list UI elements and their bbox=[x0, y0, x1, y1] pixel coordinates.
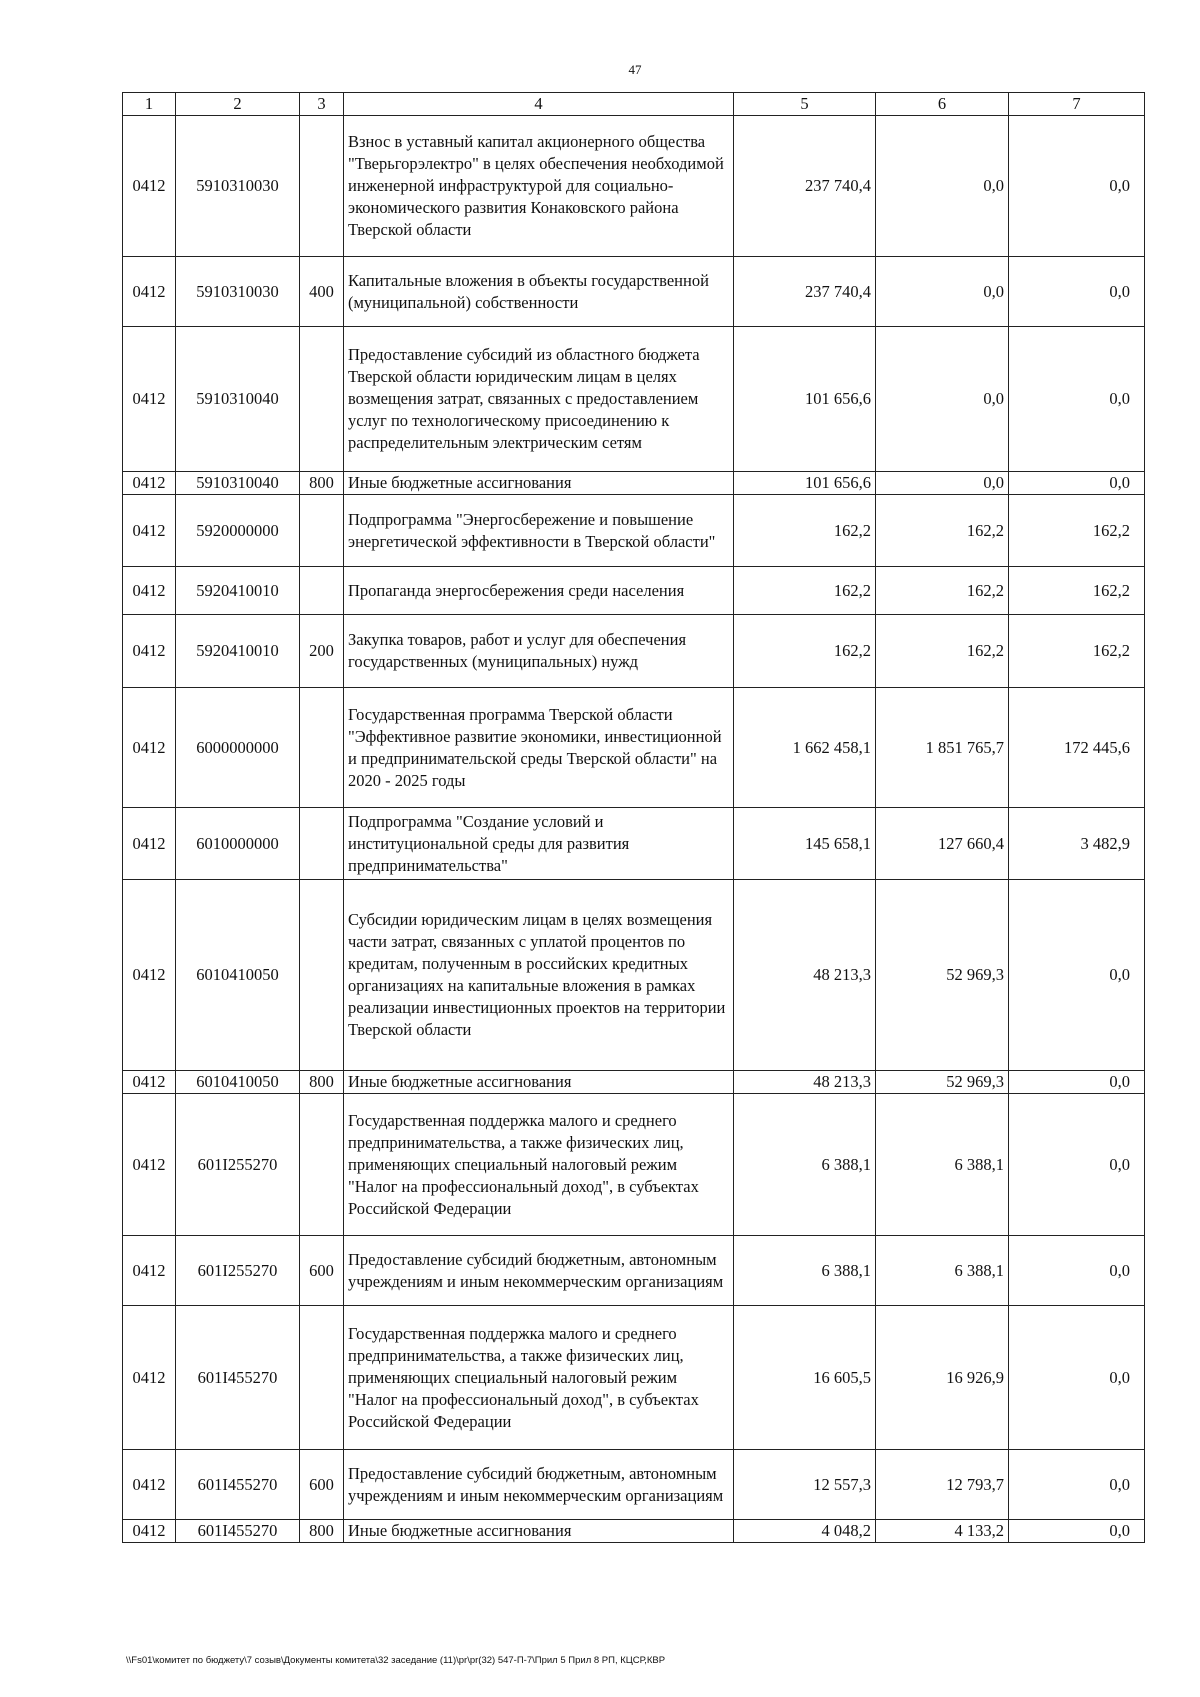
expense-type-code bbox=[300, 327, 344, 472]
expense-type-code bbox=[300, 567, 344, 615]
target-article-code: 5920000000 bbox=[176, 495, 300, 567]
item-name: Предоставление субсидий из областного бюджета Тверской области юридическим лицам в целях возмещения затрат, связанных с предоставлением услуг по технологическому присоединению к распределительным электрическим сетям bbox=[344, 327, 734, 472]
item-name: Подпрограмма "Энергосбережение и повышение энергетической эффективности в Тверской области" bbox=[344, 495, 734, 567]
header-col-3: 3 bbox=[300, 93, 344, 116]
amount-col7: 0,0 bbox=[1009, 257, 1145, 327]
amount-col6: 12 793,7 bbox=[876, 1450, 1009, 1520]
section-code: 0412 bbox=[123, 257, 176, 327]
amount-col6: 4 133,2 bbox=[876, 1520, 1009, 1543]
amount-col6: 0,0 bbox=[876, 327, 1009, 472]
amount-col5: 162,2 bbox=[734, 615, 876, 688]
target-article-code: 6010000000 bbox=[176, 808, 300, 880]
expense-type-code: 800 bbox=[300, 472, 344, 495]
table-row bbox=[123, 1236, 1145, 1306]
table-row bbox=[123, 615, 1145, 688]
section-code: 0412 bbox=[123, 880, 176, 1071]
target-article-code: 601I455270 bbox=[176, 1306, 300, 1450]
target-article-code: 6010410050 bbox=[176, 880, 300, 1071]
amount-col7: 3 482,9 bbox=[1009, 808, 1145, 880]
target-article-code: 601I455270 bbox=[176, 1450, 300, 1520]
table-row bbox=[123, 808, 1145, 880]
section-code: 0412 bbox=[123, 1071, 176, 1094]
expense-type-code bbox=[300, 1306, 344, 1450]
item-name: Иные бюджетные ассигнования bbox=[344, 472, 734, 495]
amount-col5: 101 656,6 bbox=[734, 327, 876, 472]
amount-col6: 0,0 bbox=[876, 472, 1009, 495]
item-name: Закупка товаров, работ и услуг для обеспечения государственных (муниципальных) нужд bbox=[344, 615, 734, 688]
amount-col6: 52 969,3 bbox=[876, 1071, 1009, 1094]
amount-col5: 237 740,4 bbox=[734, 257, 876, 327]
amount-col6: 16 926,9 bbox=[876, 1306, 1009, 1450]
amount-col6: 0,0 bbox=[876, 116, 1009, 257]
section-code: 0412 bbox=[123, 1520, 176, 1543]
item-name: Капитальные вложения в объекты государственной (муниципальной) собственности bbox=[344, 257, 734, 327]
item-name: Предоставление субсидий бюджетным, автономным учреждениям и иным некоммерческим организациям bbox=[344, 1236, 734, 1306]
budget-table bbox=[122, 92, 1145, 1543]
section-code: 0412 bbox=[123, 1306, 176, 1450]
item-name: Иные бюджетные ассигнования bbox=[344, 1520, 734, 1543]
section-code: 0412 bbox=[123, 688, 176, 808]
item-name: Иные бюджетные ассигнования bbox=[344, 1071, 734, 1094]
amount-col5: 162,2 bbox=[734, 495, 876, 567]
amount-col5: 1 662 458,1 bbox=[734, 688, 876, 808]
item-name: Подпрограмма "Создание условий и институциональной среды для развития предпринимательства" bbox=[344, 808, 734, 880]
amount-col7: 0,0 bbox=[1009, 1450, 1145, 1520]
amount-col7: 162,2 bbox=[1009, 615, 1145, 688]
header-col-2: 2 bbox=[176, 93, 300, 116]
footer-file-path: \\Fs01\комитет по бюджету\7 созыв\Документы комитета\32 заседание (11)\pr\pr(32) 547-П-7\Прил 5 Прил 8 РП, КЦСР,КВР bbox=[126, 1655, 666, 1666]
amount-col5: 162,2 bbox=[734, 567, 876, 615]
amount-col6: 127 660,4 bbox=[876, 808, 1009, 880]
header-col-7: 7 bbox=[1009, 93, 1145, 116]
amount-col7: 0,0 bbox=[1009, 1071, 1145, 1094]
amount-col5: 12 557,3 bbox=[734, 1450, 876, 1520]
item-name: Государственная поддержка малого и среднего предпринимательства, а также физических лиц, применяющих специальный налоговый режим "Налог на профессиональный доход", в субъектах Российской Федерации bbox=[344, 1094, 734, 1236]
target-article-code: 601I255270 bbox=[176, 1236, 300, 1306]
target-article-code: 5910310030 bbox=[176, 116, 300, 257]
expense-type-code bbox=[300, 808, 344, 880]
amount-col7: 0,0 bbox=[1009, 880, 1145, 1071]
item-name: Предоставление субсидий бюджетным, автономным учреждениям и иным некоммерческим организациям bbox=[344, 1450, 734, 1520]
amount-col7: 0,0 bbox=[1009, 1236, 1145, 1306]
table-row bbox=[123, 116, 1145, 257]
target-article-code: 5910310040 bbox=[176, 327, 300, 472]
table-row bbox=[123, 1450, 1145, 1520]
amount-col5: 4 048,2 bbox=[734, 1520, 876, 1543]
table-row bbox=[123, 567, 1145, 615]
section-code: 0412 bbox=[123, 327, 176, 472]
expense-type-code bbox=[300, 688, 344, 808]
target-article-code: 5920410010 bbox=[176, 567, 300, 615]
item-name: Государственная программа Тверской области "Эффективное развитие экономики, инвестиционной и предпринимательской среды Тверской области" на 2020 - 2025 годы bbox=[344, 688, 734, 808]
expense-type-code bbox=[300, 116, 344, 257]
item-name: Субсидии юридическим лицам в целях возмещения части затрат, связанных с уплатой процентов по кредитам, полученным в российских кредитных организациях на капитальные вложения в рамках реализации инвестиционных проектов на территории Тверской области bbox=[344, 880, 734, 1071]
amount-col5: 16 605,5 bbox=[734, 1306, 876, 1450]
table-row bbox=[123, 327, 1145, 472]
target-article-code: 601I455270 bbox=[176, 1520, 300, 1543]
expense-type-code bbox=[300, 1094, 344, 1236]
expense-type-code bbox=[300, 495, 344, 567]
expense-type-code: 600 bbox=[300, 1450, 344, 1520]
section-code: 0412 bbox=[123, 1450, 176, 1520]
section-code: 0412 bbox=[123, 615, 176, 688]
header-col-4: 4 bbox=[344, 93, 734, 116]
expense-type-code: 800 bbox=[300, 1520, 344, 1543]
section-code: 0412 bbox=[123, 1094, 176, 1236]
section-code: 0412 bbox=[123, 116, 176, 257]
amount-col7: 0,0 bbox=[1009, 1094, 1145, 1236]
table-row bbox=[123, 1094, 1145, 1236]
amount-col6: 52 969,3 bbox=[876, 880, 1009, 1071]
amount-col5: 237 740,4 bbox=[734, 116, 876, 257]
amount-col7: 162,2 bbox=[1009, 567, 1145, 615]
amount-col6: 0,0 bbox=[876, 257, 1009, 327]
header-row bbox=[123, 93, 1145, 116]
amount-col5: 48 213,3 bbox=[734, 1071, 876, 1094]
amount-col6: 6 388,1 bbox=[876, 1094, 1009, 1236]
amount-col6: 162,2 bbox=[876, 495, 1009, 567]
table-row bbox=[123, 880, 1145, 1071]
header-col-6: 6 bbox=[876, 93, 1009, 116]
target-article-code: 601I255270 bbox=[176, 1094, 300, 1236]
section-code: 0412 bbox=[123, 808, 176, 880]
target-article-code: 6010410050 bbox=[176, 1071, 300, 1094]
header-col-1: 1 bbox=[123, 93, 176, 116]
amount-col7: 162,2 bbox=[1009, 495, 1145, 567]
amount-col5: 145 658,1 bbox=[734, 808, 876, 880]
amount-col6: 162,2 bbox=[876, 567, 1009, 615]
expense-type-code: 200 bbox=[300, 615, 344, 688]
amount-col7: 0,0 bbox=[1009, 1306, 1145, 1450]
table-row bbox=[123, 688, 1145, 808]
item-name: Государственная поддержка малого и среднего предпринимательства, а также физических лиц, применяющих специальный налоговый режим "Налог на профессиональный доход", в субъектах Российской Федерации bbox=[344, 1306, 734, 1450]
amount-col5: 6 388,1 bbox=[734, 1236, 876, 1306]
amount-col5: 48 213,3 bbox=[734, 880, 876, 1071]
amount-col5: 101 656,6 bbox=[734, 472, 876, 495]
table-row bbox=[123, 1071, 1145, 1094]
item-name: Взнос в уставный капитал акционерного общества "Тверьгорэлектро" в целях обеспечения необходимой инженерной инфраструктурой для социально-экономического развития Конаковского района Тверской области bbox=[344, 116, 734, 257]
target-article-code: 6000000000 bbox=[176, 688, 300, 808]
table-row bbox=[123, 472, 1145, 495]
amount-col6: 6 388,1 bbox=[876, 1236, 1009, 1306]
header-col-5: 5 bbox=[734, 93, 876, 116]
amount-col7: 0,0 bbox=[1009, 1520, 1145, 1543]
section-code: 0412 bbox=[123, 472, 176, 495]
amount-col7: 0,0 bbox=[1009, 327, 1145, 472]
section-code: 0412 bbox=[123, 1236, 176, 1306]
expense-type-code: 400 bbox=[300, 257, 344, 327]
item-name: Пропаганда энергосбережения среди населения bbox=[344, 567, 734, 615]
expense-type-code bbox=[300, 880, 344, 1071]
amount-col6: 162,2 bbox=[876, 615, 1009, 688]
target-article-code: 5910310040 bbox=[176, 472, 300, 495]
expense-type-code: 600 bbox=[300, 1236, 344, 1306]
table-row bbox=[123, 495, 1145, 567]
target-article-code: 5910310030 bbox=[176, 257, 300, 327]
table-row bbox=[123, 257, 1145, 327]
table-row bbox=[123, 1306, 1145, 1450]
expense-type-code: 800 bbox=[300, 1071, 344, 1094]
section-code: 0412 bbox=[123, 495, 176, 567]
amount-col5: 6 388,1 bbox=[734, 1094, 876, 1236]
target-article-code: 5920410010 bbox=[176, 615, 300, 688]
table-row bbox=[123, 1520, 1145, 1543]
amount-col7: 0,0 bbox=[1009, 472, 1145, 495]
page-number: 47 bbox=[628, 62, 642, 77]
amount-col7: 0,0 bbox=[1009, 116, 1145, 257]
amount-col7: 172 445,6 bbox=[1009, 688, 1145, 808]
amount-col6: 1 851 765,7 bbox=[876, 688, 1009, 808]
section-code: 0412 bbox=[123, 567, 176, 615]
